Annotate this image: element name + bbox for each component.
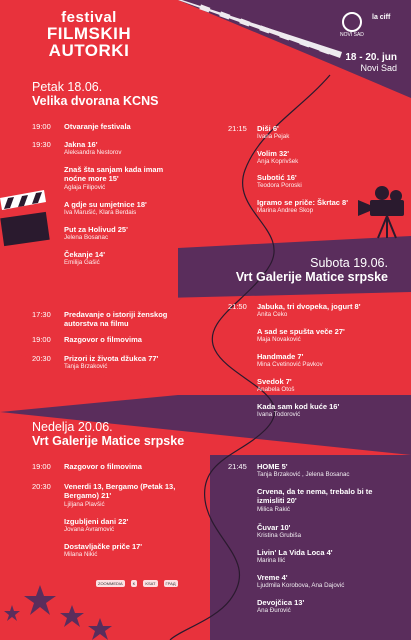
program-title: Subotić 16' — [257, 173, 297, 182]
program-author: Anja Koprivšek — [257, 158, 299, 166]
logo-line-2: FILMSKIH — [46, 24, 132, 43]
program-title: Dostavljačke priče 17' — [64, 542, 143, 551]
saturday-day: Subota 19.06. — [310, 256, 388, 270]
novi-sad-logo — [340, 12, 364, 38]
program-author: Milana Nikić — [64, 551, 98, 559]
friday-venue: Velika dvorana KCNS — [32, 94, 159, 108]
program-time: 17:30 — [32, 310, 51, 319]
friday-heading — [32, 80, 158, 108]
program-author: Aleksandra Nestorov — [64, 149, 122, 157]
program-author: Anita Čeko — [257, 311, 288, 319]
partner-logo: ГРАД — [165, 581, 176, 586]
program-time: 21:50 — [228, 302, 247, 311]
program-time: 19:00 — [32, 462, 51, 471]
program-title: Diši 6' — [257, 124, 279, 133]
program-item — [64, 354, 179, 371]
program-item — [257, 198, 387, 215]
program-item — [257, 462, 387, 479]
logo-line-3: AUTORKI — [48, 41, 130, 60]
program-author: Teodora Poroski — [257, 182, 302, 190]
program-title: Čekanje 14' — [64, 250, 105, 259]
sunday-heading — [32, 420, 184, 448]
program-author: Mina Cvetinović Pavkov — [257, 361, 323, 369]
program-author: Ljiljana Plavšić — [64, 500, 105, 508]
program-item — [257, 173, 387, 190]
program-title: Prizori iz života džukca 77' — [64, 354, 159, 363]
program-item — [64, 542, 179, 559]
program-author: Kristina Grubiša — [257, 532, 302, 540]
program-time: 21:15 — [228, 124, 247, 133]
date-range: 18 - 20. jun — [345, 52, 397, 63]
program-title: Razgovor o filmovima — [64, 335, 142, 344]
program-author: Ivana Pejak — [257, 133, 290, 141]
festival-dates — [345, 52, 397, 73]
program-author: Milica Rakić — [257, 505, 291, 513]
program-title: Predavanje o istoriji ženskog autorstva na filmu — [64, 310, 168, 329]
novi-sad-emblem-icon — [342, 12, 362, 32]
city: Novi Sad — [360, 63, 397, 73]
program-author: Ana Đurović — [257, 607, 291, 615]
program-item — [257, 352, 387, 369]
program-title: Put za Holivud 25' — [64, 225, 128, 234]
logo-line-1: festival — [61, 9, 117, 26]
program-author: Iva Marušić, Klara Berdais — [64, 209, 137, 217]
program-item — [257, 377, 387, 394]
program-item — [64, 482, 179, 508]
program-item — [64, 310, 179, 329]
partner-logo: K — [132, 581, 136, 586]
star-icon — [4, 585, 112, 640]
friday-day: Petak 18.06. — [32, 80, 103, 94]
program-time: 19:00 — [32, 335, 51, 344]
program-time: 20:30 — [32, 354, 51, 363]
program-title: Kada sam kod kuće 16' — [257, 402, 340, 411]
program-item — [257, 573, 387, 590]
program-author: Tanja Brzaković , Jelena Bosanac — [257, 471, 350, 479]
partner-logos — [96, 580, 178, 587]
program-title: Čuvar 10' — [257, 523, 291, 532]
program-author: Marina Andree Škop — [257, 207, 314, 215]
festival-logo — [34, 10, 144, 59]
program-author: Aglaja Filipović — [64, 183, 106, 191]
sunday-venue: Vrt Galerije Matice srpske — [32, 434, 185, 448]
sunday-day: Nedelja 20.06. — [32, 420, 113, 434]
program-title: Crvena, da te nema, trebalo bi te izmisliti 20' — [257, 487, 373, 506]
program-title: Svedok 7' — [257, 377, 292, 386]
program-title: Venerdi 13, Bergamo (Petak 13, Bergamo) 21' — [64, 482, 176, 501]
program-author: Maja Novaković — [257, 336, 301, 344]
program-title: Jabuka, tri dvopeka, jogurt 8' — [257, 302, 361, 311]
program-title: Izgubljeni dani 22' — [64, 517, 129, 526]
program-author: Emilija Gašić — [64, 259, 100, 267]
program-item — [64, 335, 179, 344]
program-item — [64, 200, 179, 217]
program-item — [64, 517, 179, 534]
program-title: Volim 32' — [257, 149, 290, 158]
program-author: Ljudmila Korobova, Ana Dajović — [257, 582, 345, 590]
program-title: Vreme 4' — [257, 573, 288, 582]
program-item — [257, 548, 387, 565]
program-author: Anabela Otoš — [257, 386, 295, 394]
program-title: Handmade 7' — [257, 352, 304, 361]
program-title: Igramo se priče: Škrtac 8' — [257, 198, 348, 207]
program-author: Tanja Brzaković — [64, 363, 108, 371]
program-title: A gdje su umjetnice 18' — [64, 200, 147, 209]
program-item — [257, 327, 387, 344]
program-author: Marina Ilić — [257, 557, 286, 565]
program-item — [257, 124, 387, 141]
program-item — [257, 598, 387, 615]
saturday-heading — [212, 256, 388, 284]
program-title: A sad se spušta veče 27' — [257, 327, 345, 336]
program-item — [64, 462, 179, 471]
program-title: Livin' La Vida Loca 4' — [257, 548, 333, 557]
program-time: 20:30 — [32, 482, 51, 491]
program-author: Jelena Bosanac — [64, 234, 109, 242]
program-author: Ivana Todorović — [257, 411, 301, 419]
saturday-venue: Vrt Galerije Matice srpske — [235, 270, 388, 284]
program-title: HOME 5' — [257, 462, 288, 471]
program-title: Otvaranje festivala — [64, 122, 131, 131]
program-title: Jakna 16' — [64, 140, 98, 149]
program-item — [64, 250, 179, 267]
film-clapperboard-icon — [0, 190, 50, 246]
program-item — [64, 225, 179, 242]
program-time: 19:30 — [32, 140, 51, 149]
program-title: Znaš šta sanjam kada imam noćne more 15' — [64, 165, 164, 184]
partner-logo: ZOOMMEDIA — [98, 581, 123, 586]
program-author: Jovana Avramović — [64, 526, 115, 534]
program-item — [64, 122, 179, 131]
program-item — [64, 165, 179, 191]
program-item — [257, 302, 387, 319]
program-title: Razgovor o filmovima — [64, 462, 142, 471]
program-item — [257, 402, 387, 419]
partner-logo: KSAT — [145, 581, 156, 586]
ciff-logo: la ciff — [372, 14, 391, 21]
program-time: 21:45 — [228, 462, 247, 471]
program-item — [257, 487, 387, 513]
program-item — [64, 140, 179, 157]
program-item — [257, 523, 387, 540]
novi-sad-logo-text: NOVI SAD — [340, 32, 364, 38]
program-item — [257, 149, 387, 166]
program-time: 19:00 — [32, 122, 51, 131]
program-title: Devojčica 13' — [257, 598, 305, 607]
